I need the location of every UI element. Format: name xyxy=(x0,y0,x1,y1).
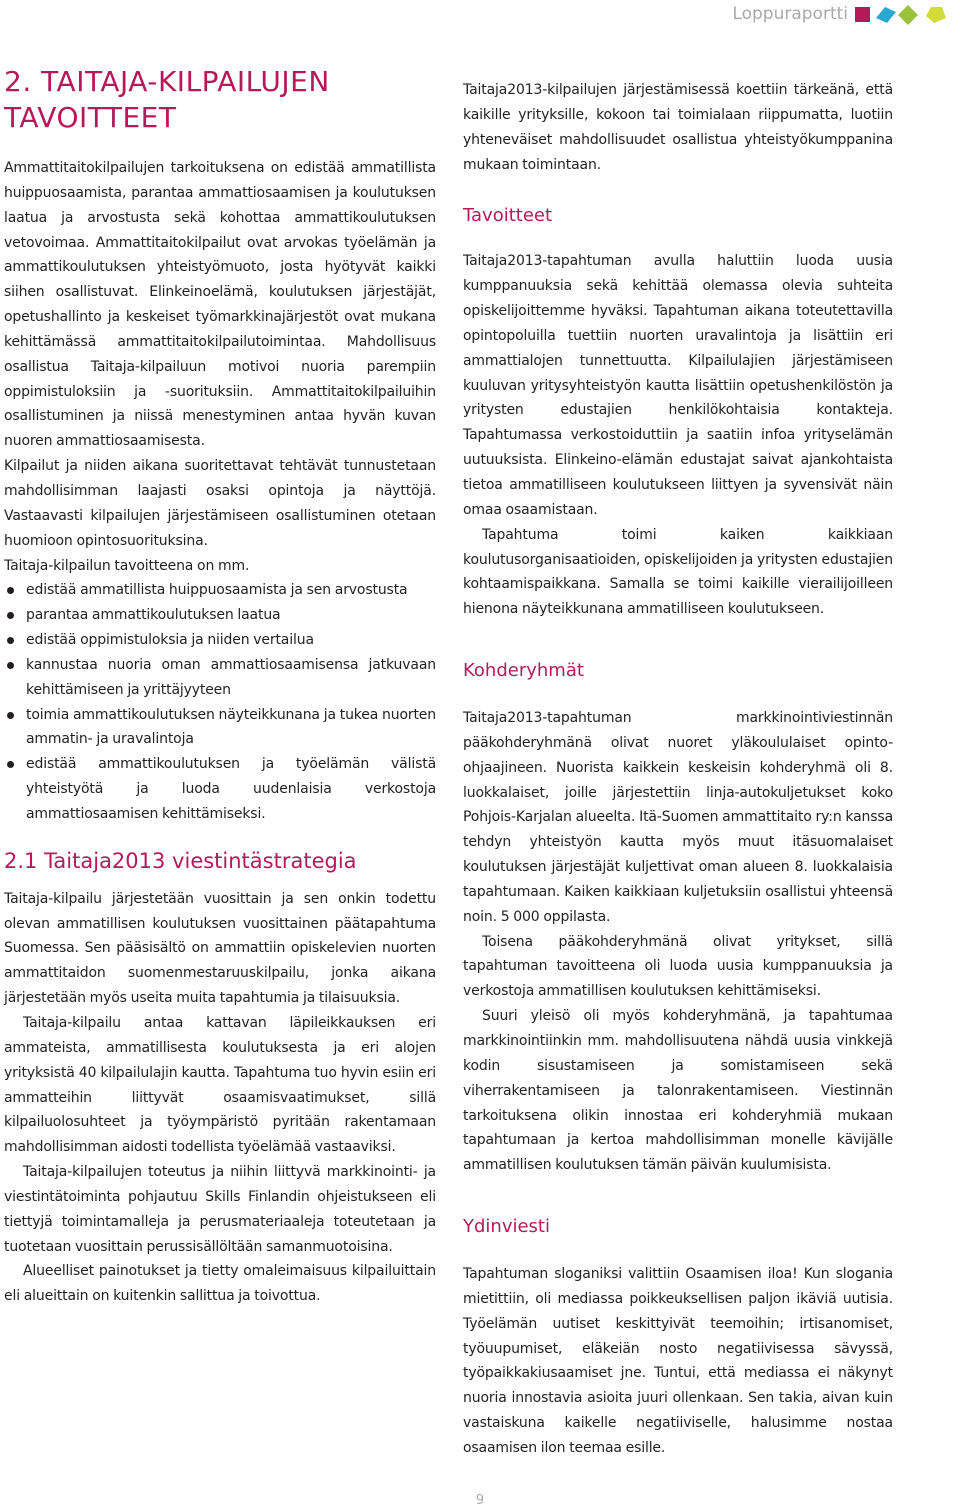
heading-tavoitteet: Tavoitteet xyxy=(463,205,553,227)
paragraph-kohderyhmat: Taitaja2013-tapahtuman markkinointiviestinnän pääkohderyhmänä olivat nuoret yläkoululaiset opinto-ohjaajineen. Nuorista kaikkein keskeisin kohderyhmä oli 8. luokkalaiset, joille järjestettiin linja-autokuljetukset koko Pohjois-Karjalan alueelta. Itä-Suomen ammattitaito ry:n kanssa tehdyn yhteistyön kautta myös muut itäsuomalaiset koulutuksen järjestäjät kuljettivat oman alueen 8. luokkalaisia tapahtumaan. Kaiken kaikkiaan kuljetuksiin osallistui yhteensä noin. 5 000 oppilasta. xyxy=(463,710,893,925)
paragraph-tavoitteet: Taitaja2013-tapahtuman avulla haluttiin luoda uusia kumppanuuksia sekä kehittää olemassa olevia suhteita opiskelijoittemme hyväksi. Tapahtuman aikana toteutettavilla opintopoluilla tuettiin nuorten uravalintoja ja lisättiin eri ammattialojen tunnettuutta. Kilpailulajien järjestämiseen kuuluvan yritysyhteistyön kautta lisättiin opetushenkilöstön ja yritysten edustajien henkilökohtaisia kontakteja. Tapahtumassa verkostoiduttiin ja saatiin infoa yrityselämän uutuuksista. Elinkeino-elämän edustajat saivat ajankohtaista tietoa ammatilliseen koulutukseen liittyen ja syvensivät näin omaa osaamistaan. xyxy=(463,253,893,518)
list-item: edistää oppimistuloksia ja niiden vertailua xyxy=(4,628,436,653)
brand-logo-icon xyxy=(854,4,950,26)
paragraph-ydinviesti: Tapahtuman sloganiksi valittiin Osaamisen iloa! Kun slogania mietittiin, oli mediassa poikkeuksellisen paljon ikäviä uutisia. Työelämän uutiset keskittyivät teemoihin; irtisanomiset, työuupumiset, eläkeiän nosto negatiivisessa sävyssä, työpaikkakiusaamiset jne. Tuntui, että mediassa ei näkynyt nuoria innostavia asioita juuri ollenkaan. Sen takia, aivan kuin vastaiskuna kaikelle negatiiviselle, halusimme nostaa osaamisen ilon teemaa esille. xyxy=(463,1266,893,1456)
brand-shapes-icon xyxy=(854,4,950,26)
list-item: edistää ammatillista huippuosaamista ja sen arvostusta xyxy=(4,578,436,603)
paragraph-taitaja: Taitaja-kilpailu järjestetään vuosittain ja sen onkin todettu olevan ammatillisen koulutuksen vuosittainen päätapahtuma Suomessa. Sen pääsisältö on ammattiin opiskelevien nuorten ammattitaidon suomenmestaruuskilpailu, jonka aikana järjestetään myös useita muita tapahtumia ja tilaisuuksia. xyxy=(4,890,436,1007)
brand-shape-lime xyxy=(926,7,946,23)
paragraph-toteutus: Taitaja-kilpailujen toteutus ja niihin liittyvä markkinointi- ja viestintätoiminta pohjautuu Skills Finlandin ohjeistukseen eli tiettyjä toimintamalleja ja perusmateriaaleja toteutetaan ja tuotetaan vuosittain perussisällöltään samanmuotoisina. xyxy=(4,1164,436,1255)
list-item: toimia ammattikoulutuksen näyteikkunana ja tukea nuorten ammatin- ja uravalintoja xyxy=(4,703,436,753)
paragraph-lapileikkaus: Taitaja-kilpailu antaa kattavan läpileikkauksen eri ammateista, ammatillisesta koulutuksesta ja eri alojen yrityksistä 40 kilpailulajin kautta. Tapahtuma tuo hyvin esiin eri ammatteihin liittyvät osaamisvaatimukset, sillä kilpailuolosuhteet ja työympäristö pyritään rakentamaan mahdollisimman aidosti todellista työelämää vastaaviksi. xyxy=(4,1015,436,1156)
goals-list xyxy=(4,578,436,826)
intro-paragraph: Ammattitaitokilpailujen tarkoituksena on edistää ammatillista huippuosaamista, parantaa ammattiosaamisen ja koulutuksen laatua ja arvostusta sekä kohottaa ammattikoulutuksen vetovoimaa. Ammattitaitokilpailut ovat arvokas työelämän ja ammattikoulutuksen yhteistyömuoto, josta hyötyvät kaikki siihen osallistuvat. Elinkeinoelämä, koulutuksen järjestäjät, opetushallinto ja keskeiset työmarkkinajärjestöt ovat mukana kehittämässä ammattitaitokilpailutoimintaa. Mahdollisuus osallistua Taitaja-kilpailuun motivoi nuoria parempiin oppimistuloksiin ja -suorituksiin. Ammattitaitokilpailuihin osallistuminen ja niissä menestyminen antaa hyvän kuvan nuoren ammattiosaamisesta. xyxy=(4,160,436,450)
subsection-heading: 2.1 Taitaja2013 viestintästrategia xyxy=(4,848,357,873)
paragraph-alueelliset: Alueelliset painotukset ja tietty omaleimaisuus kilpailuittain eli alueittain on kuitenkin sallittua ja toivottua. xyxy=(4,1263,436,1305)
page-number: 9 xyxy=(475,1493,485,1508)
list-item: kannustaa nuoria oman ammattiosaamisensa jatkuvaan kehittämiseen ja yrittäjyyteen xyxy=(4,653,436,703)
list-item: parantaa ammattikoulutuksen laatua xyxy=(4,603,436,628)
heading-kohderyhmat: Kohderyhmät xyxy=(463,660,584,682)
list-item: edistää ammattikoulutuksen ja työelämän välistä yhteistyötä ja luoda uudenlaisia verkostoja ammattiosaamisen kehittämiseksi. xyxy=(4,752,436,827)
left-column xyxy=(4,64,436,1309)
heading-ydinviesti: Ydinviesti xyxy=(463,1216,550,1238)
paragraph-kilpailut: Kilpailut ja niiden aikana suoritettavat tehtävät tunnustetaan mahdollisimman laajasti osaksi opintoja ja näyttöjä. Vastaavasti kilpailujen järjestämiseen osallistuminen otetaan huomioon opintosuorituksina. xyxy=(4,458,436,549)
section-heading: 2. TAITAJA-KILPAILUJEN TAVOITTEET xyxy=(4,65,330,134)
brand-diamond-green xyxy=(898,5,918,25)
paragraph-tavoitteena: Taitaja-kilpailun tavoitteena on mm. xyxy=(4,557,250,574)
paragraph-suuri-yleiso: Suuri yleisö oli myös kohderyhmänä, ja tapahtumaa markkinointiinkin mm. mahdollisuutena nähdä uusia vinkkejä kodin sisustamiseen ja somistamiseen sekä viherrakentamiseen ja talonrakentamiseen. Viestinnän tarkoituksena olikin innostaa eri kohderyhmiä mukaan tapahtumaan ja kertoa mahdollisimman monelle kävijälle ammatillisen koulutuksen tämän päivän kuulumisista. xyxy=(463,1008,893,1174)
brand-square-magenta xyxy=(855,7,870,22)
report-title: Loppuraportti xyxy=(732,4,848,24)
paragraph-kohtaamispaikka: Tapahtuma toimi kaiken kaikkiaan koulutusorganisaatioiden, opiskelijoiden ja yritysten edustajien kohtaamispaikkana. Samalla se toimi kaikille vierailijoilleen hienona näyteikkunana ammatilliseen koulutukseen. xyxy=(463,526,893,618)
paragraph-yritykset-kohderyhma: Toisena pääkohderyhmänä olivat yritykset, sillä tapahtuman tavoitteena oli luoda uusia kumppanuuksia ja verkostoja ammatillisen koulutuksen kehittämiseksi. xyxy=(463,933,893,1000)
brand-shape-cyan xyxy=(876,7,896,23)
right-column xyxy=(463,78,893,1461)
paragraph-yritykset: Taitaja2013-kilpailujen järjestämisessä koettiin tärkeänä, että kaikille yrityksille, kokoon tai toimialaan riippumatta, luotiin yhteneväiset mahdollisuudet osallistua yhteistyökumppanina mukaan toimintaan. xyxy=(463,82,893,173)
